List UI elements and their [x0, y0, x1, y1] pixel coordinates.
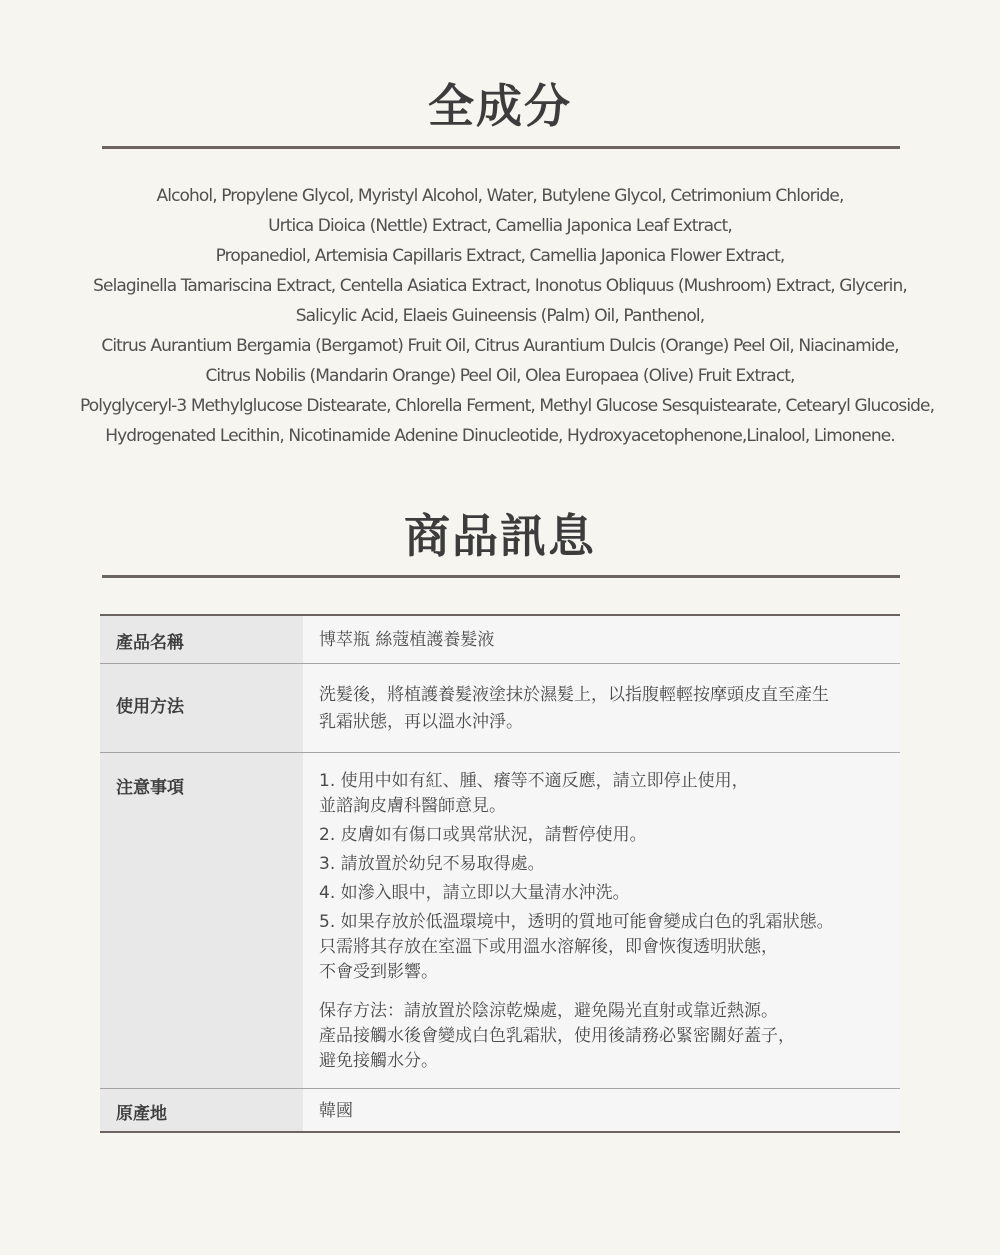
table-row	[100, 1088, 900, 1132]
storage-line: 產品接觸水後會變成白色乳霜狀，使用後請務必緊密關好蓋子，	[319, 1025, 795, 1046]
storage-line: 避免接觸水分。	[319, 1050, 438, 1071]
ingredients-line: Alcohol, Propylene Glycol, Myristyl Alcohol, Water, Butylene Glycol, Cetrimonium Chloride,	[156, 186, 844, 206]
usage-line: 乳霜狀態，再以溫水沖淨。	[319, 711, 523, 732]
storage-line: 保存方法：請放置於陰涼乾燥處，避免陽光直射或靠近熱源。	[319, 1000, 778, 1021]
origin-value: 韓國	[303, 1088, 900, 1132]
usage-value	[303, 663, 900, 752]
product-name-label: 產品名稱	[100, 615, 303, 663]
ingredients-line: Hydrogenated Lecithin, Nicotinamide Adenine Dinucleotide, Hydroxyacetophenone,Linalool, Limonene.	[105, 426, 895, 446]
caution-label: 注意事項	[100, 752, 303, 1088]
usage-line: 洗髮後，將植護養髮液塗抹於濕髮上，以指腹輕輕按摩頭皮直至產生	[319, 684, 829, 705]
caution-line: 5. 如果存放於低溫環境中，透明的質地可能會變成白色的乳霜狀態。	[319, 911, 834, 932]
ingredients-title: 全成分	[428, 79, 572, 133]
caution-line: 不會受到影響。	[319, 961, 438, 982]
table-row	[100, 752, 900, 1088]
caution-line: 並諮詢皮膚科醫師意見。	[319, 795, 506, 816]
origin-label: 原產地	[100, 1088, 303, 1132]
table-row	[100, 663, 900, 752]
caution-item	[319, 852, 880, 877]
ingredients-line: Propanediol, Artemisia Capillaris Extract, Camellia Japonica Flower Extract,	[215, 246, 785, 266]
ingredients-line: Salicylic Acid, Elaeis Guineensis (Palm) Oil, Panthenol,	[295, 306, 705, 326]
product-name-value: 博萃瓶 絲蔻植護養髮液	[303, 615, 900, 663]
caution-line: 4. 如滲入眼中，請立即以大量清水沖洗。	[319, 882, 630, 903]
caution-item	[319, 881, 880, 906]
ingredients-line: Urtica Dioica (Nettle) Extract, Camellia Japonica Leaf Extract,	[268, 216, 732, 236]
caution-item	[319, 769, 880, 819]
product-info-title: 商品訊息	[404, 509, 596, 563]
ingredients-list	[80, 181, 935, 451]
ingredients-line: Citrus Nobilis (Mandarin Orange) Peel Oil, Olea Europaea (Olive) Fruit Extract,	[205, 366, 795, 386]
product-info-divider	[102, 575, 900, 578]
caution-line: 3. 請放置於幼兒不易取得處。	[319, 853, 545, 874]
table-row	[100, 615, 900, 663]
caution-line: 2. 皮膚如有傷口或異常狀況，請暫停使用。	[319, 824, 647, 845]
caution-line: 1. 使用中如有紅、腫、癢等不適反應，請立即停止使用，	[319, 770, 749, 791]
caution-value	[303, 752, 900, 1088]
caution-line: 只需將其存放在室溫下或用溫水溶解後，即會恢復透明狀態，	[319, 936, 778, 957]
product-info-table	[100, 614, 900, 1133]
caution-item	[319, 910, 880, 985]
caution-item	[319, 823, 880, 848]
ingredients-divider	[102, 146, 900, 149]
usage-label: 使用方法	[100, 663, 303, 752]
ingredients-line: Citrus Aurantium Bergamia (Bergamot) Fruit Oil, Citrus Aurantium Dulcis (Orange) Peel Oil, Niacinamide,	[101, 336, 899, 356]
ingredients-line: Selaginella Tamariscina Extract, Centella Asiatica Extract, Inonotus Obliquus (Mushroom) Extract, Glycerin,	[93, 276, 907, 296]
storage-note	[319, 999, 880, 1074]
ingredients-line: Polyglyceryl-3 Methylglucose Distearate, Chlorella Ferment, Methyl Glucose Sesquistearate, Cetearyl Glucoside,	[80, 396, 935, 416]
